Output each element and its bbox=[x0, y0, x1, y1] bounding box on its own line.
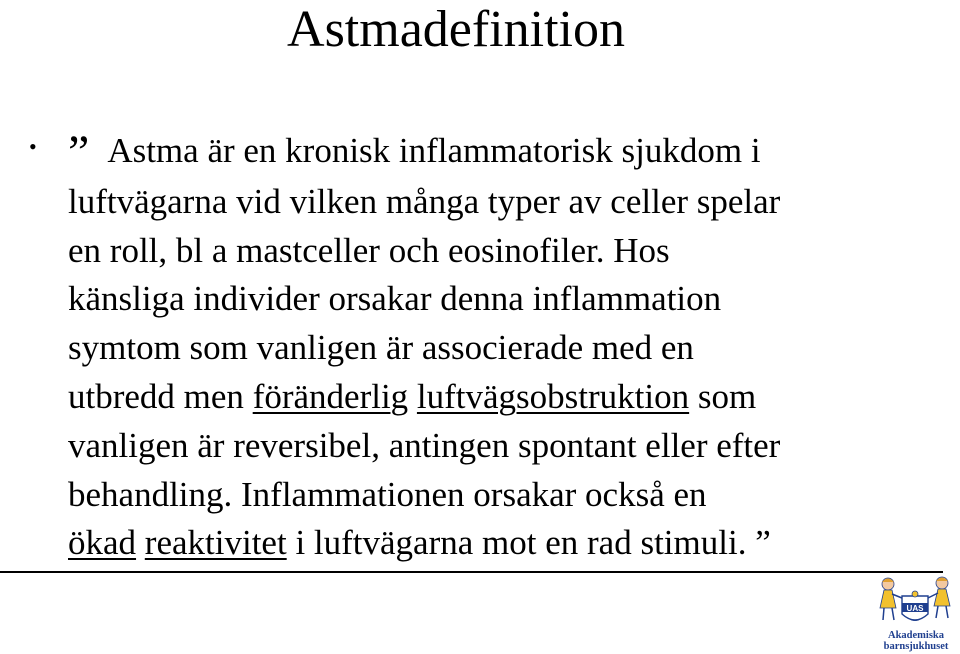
footer-divider bbox=[0, 571, 943, 573]
underlined-term: reaktivitet bbox=[144, 523, 287, 563]
text-line bbox=[68, 275, 948, 324]
child-figure-right-icon bbox=[928, 577, 950, 618]
opening-quote: ” bbox=[68, 126, 90, 179]
bullet-marker: • bbox=[29, 134, 37, 159]
text-segment: som bbox=[689, 376, 757, 416]
text-segment: luftvägarna vid vilken många typer av celler spelar bbox=[68, 181, 781, 221]
text-line bbox=[68, 127, 948, 178]
underlined-term: ökad bbox=[68, 523, 137, 563]
text-segment: behandling. Inflammationen orsakar också en bbox=[68, 474, 707, 514]
definition-text bbox=[68, 127, 948, 568]
text-line bbox=[68, 178, 948, 227]
text-segment: Astma är en kronisk inflammatorisk sjukdom i bbox=[107, 131, 761, 170]
slide-title: Astmadefinition bbox=[287, 1, 625, 58]
logo-caption-line1: Akademiska bbox=[887, 630, 944, 641]
logo-caption bbox=[872, 630, 960, 652]
text-segment: symtom som vanligen är associerade med en bbox=[68, 328, 694, 368]
logo-caption-line2: barnsjukhuset bbox=[883, 641, 949, 652]
child-figure-left-icon bbox=[880, 578, 902, 620]
text-line bbox=[68, 422, 948, 471]
text-segment bbox=[136, 523, 145, 562]
text-segment: känsliga individer orsakar denna inflammation bbox=[68, 279, 722, 319]
underlined-term: föränderlig bbox=[252, 376, 409, 416]
logo-badge-text: UAS bbox=[906, 604, 924, 613]
underlined-term: luftvägsobstruktion bbox=[416, 376, 690, 416]
text-segment: i luftvägarna mot en rad stimuli. ” bbox=[286, 523, 771, 563]
text-line bbox=[68, 227, 948, 276]
text-line bbox=[68, 471, 948, 520]
text-segment: vanligen är reversibel, antingen spontant eller efter bbox=[68, 425, 781, 465]
text-segment: en roll, bl a mastceller och eosinofiler. Hos bbox=[68, 230, 670, 270]
text-segment: utbredd men bbox=[68, 376, 253, 416]
text-segment bbox=[408, 377, 417, 416]
text-line bbox=[68, 519, 948, 568]
text-line bbox=[68, 373, 948, 422]
text-line bbox=[68, 324, 948, 373]
